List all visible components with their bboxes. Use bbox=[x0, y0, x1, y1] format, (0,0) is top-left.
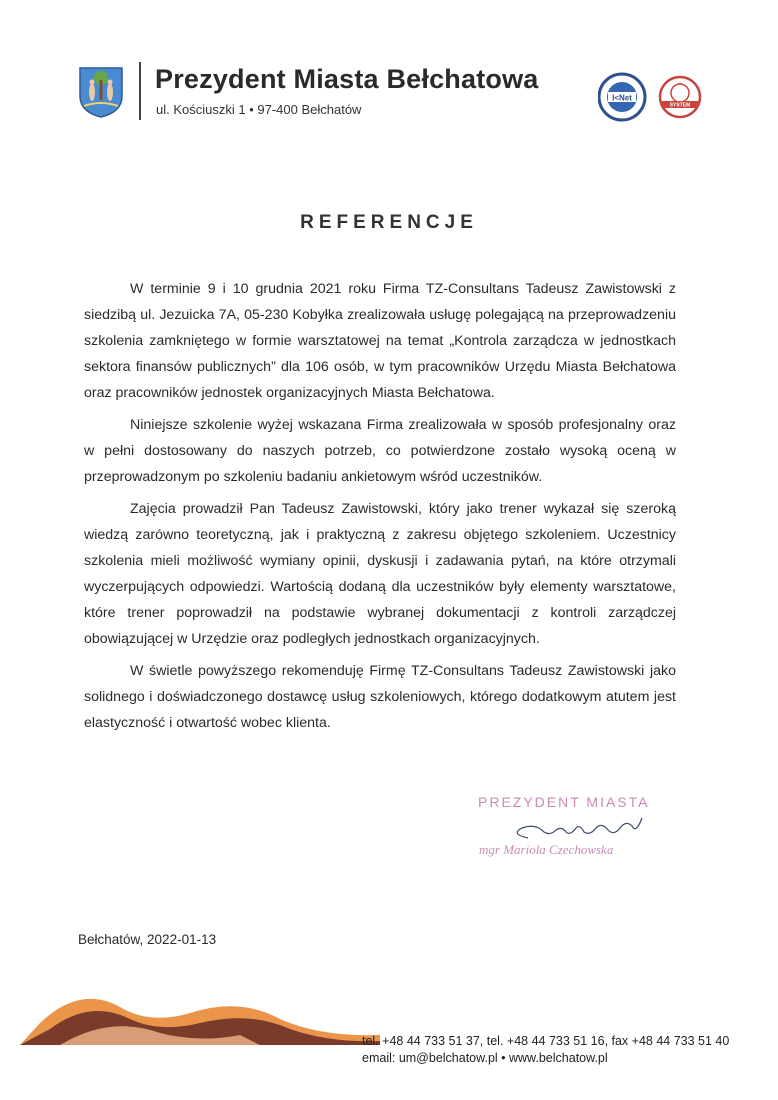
certification-seals bbox=[598, 72, 702, 122]
paragraph-2: Niniejsze szkolenie wyżej wskazana Firma zrealizowała w sposób profesjonalny oraz w pełni dostosowany do naszych potrzeb, co potwierdzone zostało wysoką oceną w przeprowadzonym po szkoleniu badaniu ankietowym wśród uczestników. bbox=[84, 417, 676, 485]
paragraph-4: W świetle powyższego rekomenduję Firmę TZ-Consultans Tadeusz Zawistowski jako solidnego i doświadczonego dostawcę usług szkoleniowych, którego dodatkowym atutem jest elastyczność i otwartość wobec klienta. bbox=[84, 663, 676, 731]
footer-email-web: email: um@belchatow.pl • www.belchatow.pl bbox=[362, 1051, 608, 1065]
svg-text:SYSTEM: SYSTEM bbox=[669, 102, 691, 109]
svg-text:I<Net: I<Net bbox=[612, 93, 632, 103]
issue-date: Bełchatów, 2022-01-13 bbox=[78, 932, 217, 947]
iqnet-seal-icon bbox=[599, 74, 645, 120]
letter-body bbox=[84, 276, 676, 742]
quality-system-seal-icon bbox=[660, 77, 700, 117]
office-title: Prezydent Miasta Bełchatowa bbox=[155, 64, 539, 94]
paragraph-1: W terminie 9 i 10 grudnia 2021 roku Firma TZ-Consultans Tadeusz Zawistowski z siedzibą ul. Jezuicka 7A, 05-230 Kobyłka zrealizowała usługę polegającą na przeprowadzeniu szkolenia zamkniętego w formie warsztatowej na temat „Kontrola zarządcza w jednostkach sektora finansów publicznych” dla 106 osób, w tym pracowników Urzędu Miasta Bełchatowa oraz pracowników jednostek organizacyjnych Miasta Bełchatowa. bbox=[84, 281, 676, 401]
footer-phones: tel. +48 44 733 51 37, tel. +48 44 733 51 16, fax +48 44 733 51 40 bbox=[362, 1034, 730, 1048]
signature-stamp-title: PREZYDENT MIASTA bbox=[478, 794, 650, 810]
paragraph-3: Zajęcia prowadził Pan Tadeusz Zawistowski, który jako trener wykazał się szeroką wiedzą zarówno teoretyczną, jak i praktyczną z zakresu objętego szkoleniem. Uczestnicy szkolenia mieli możliwość wymiany opinii, dyskusji i zadawania pytań, na które otrzymali wyczerpujących odpowiedzi. Wartością dodaną dla uczestników były elementy warsztatowe, które trener poprowadził na podstawie wybranej dokumentacji z kontroli zarządczej obowiązującej w Urzędzie oraz podległych jednostkach organizacyjnych. bbox=[84, 501, 676, 647]
footer-wave-graphic bbox=[20, 985, 380, 1045]
header-divider bbox=[139, 62, 141, 120]
office-address: ul. Kościuszki 1 • 97-400 Bełchatów bbox=[156, 102, 362, 117]
footer-contact bbox=[362, 1033, 729, 1067]
signatory-name: mgr Mariola Czechowska bbox=[479, 842, 614, 857]
document-title: REFERENCJE bbox=[300, 212, 478, 233]
city-crest-logo bbox=[78, 66, 124, 118]
